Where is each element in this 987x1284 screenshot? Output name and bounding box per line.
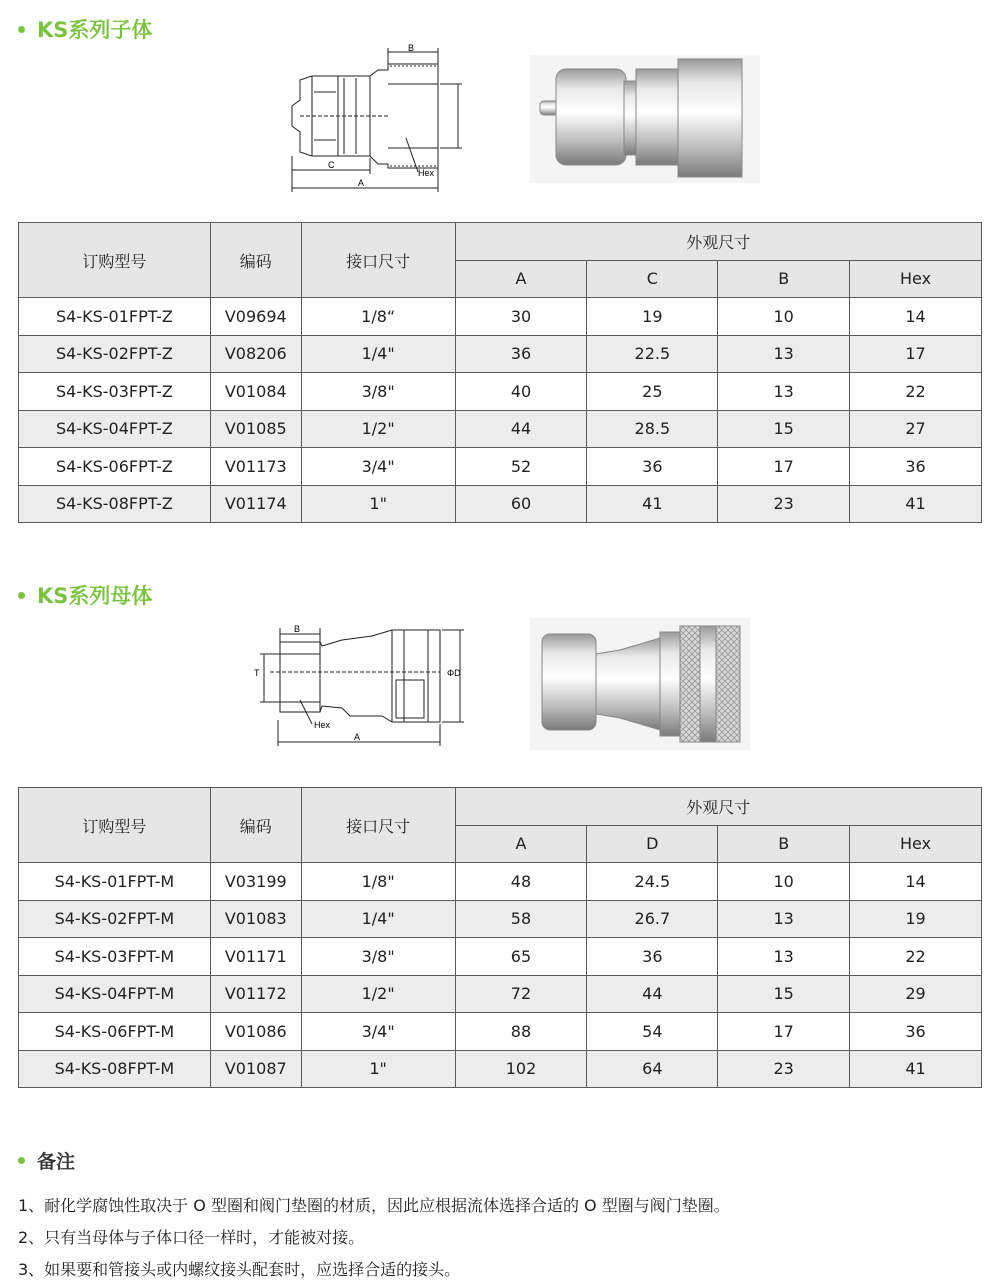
table-cell: 17 (850, 335, 982, 373)
table-cell: 52 (455, 448, 587, 486)
section2-title: KS系列母体 (18, 580, 152, 610)
table-row (19, 863, 982, 901)
table-cell: 14 (850, 298, 982, 336)
dim-hex-label: Hex (418, 168, 435, 178)
header-dim-a: A (455, 260, 587, 298)
dim-c-label: C (328, 160, 335, 170)
table-cell: S4-KS-08FPT-M (19, 1050, 211, 1088)
table-cell: S4-KS-03FPT-M (19, 938, 211, 976)
table-cell: 1/4" (301, 335, 455, 373)
table-row (19, 1050, 982, 1088)
table-cell: 48 (455, 863, 587, 901)
socket-technical-drawing (250, 620, 470, 750)
table-cell: 36 (850, 1013, 982, 1051)
header-model: 订购型号 (19, 223, 211, 298)
table-cell: 88 (455, 1013, 587, 1051)
table-cell: S4-KS-04FPT-M (19, 975, 211, 1013)
socket-spec-table (18, 787, 982, 1088)
table-row (19, 298, 982, 336)
dim-hex-label: Hex (314, 720, 331, 730)
table-cell: V01173 (210, 448, 301, 486)
table-cell: 41 (850, 485, 982, 523)
header-dim-hex: Hex (850, 825, 982, 863)
table-cell: 44 (455, 410, 587, 448)
header-dim-c: C (587, 260, 718, 298)
table-cell: 26.7 (587, 900, 718, 938)
table-cell: 3/8" (301, 938, 455, 976)
table-cell: 1/4" (301, 900, 455, 938)
table-cell: S4-KS-06FPT-Z (19, 448, 211, 486)
table-cell: 1" (301, 1050, 455, 1088)
table-cell: 27 (850, 410, 982, 448)
table-cell: V01087 (210, 1050, 301, 1088)
table-row (19, 410, 982, 448)
note-item: 2、只有当母体与子体口径一样时，才能被对接。 (18, 1228, 365, 1247)
table-cell: 102 (455, 1050, 587, 1088)
table-cell: S4-KS-01FPT-M (19, 863, 211, 901)
table-cell: V03199 (210, 863, 301, 901)
table-cell: S4-KS-02FPT-M (19, 900, 211, 938)
table-cell: 60 (455, 485, 587, 523)
table-cell: 1/2" (301, 975, 455, 1013)
table-cell: 64 (587, 1050, 718, 1088)
header-dim-a: A (455, 825, 587, 863)
table-row (19, 975, 982, 1013)
dim-b-label: B (294, 624, 301, 634)
table-cell: 25 (587, 373, 718, 411)
bullet-icon (18, 26, 25, 33)
socket-product-photo (530, 618, 750, 750)
table-cell: 3/8" (301, 373, 455, 411)
dim-d-label: ΦD (447, 668, 461, 678)
table-cell: 65 (455, 938, 587, 976)
dim-b-label: B (408, 44, 415, 53)
plug-spec-table (18, 222, 982, 523)
table-cell: 1" (301, 485, 455, 523)
table-cell: 23 (718, 485, 850, 523)
header-code: 编码 (210, 223, 301, 298)
table-cell: 13 (718, 373, 850, 411)
table-cell: S4-KS-01FPT-Z (19, 298, 211, 336)
table-cell: 15 (718, 975, 850, 1013)
header-dim-hex: Hex (850, 260, 982, 298)
table-cell: 15 (718, 410, 850, 448)
table-cell: 28.5 (587, 410, 718, 448)
table-cell: 36 (587, 448, 718, 486)
header-model: 订购型号 (19, 788, 211, 863)
table-cell: 13 (718, 335, 850, 373)
header-dims: 外观尺寸 (455, 788, 981, 826)
plug-technical-drawing (278, 44, 478, 196)
table-cell: S4-KS-06FPT-M (19, 1013, 211, 1051)
table-cell: V01084 (210, 373, 301, 411)
table-cell: S4-KS-02FPT-Z (19, 335, 211, 373)
table-cell: 22.5 (587, 335, 718, 373)
table-cell: V01171 (210, 938, 301, 976)
table-cell: V01086 (210, 1013, 301, 1051)
table-cell: 10 (718, 863, 850, 901)
table-cell: 17 (718, 1013, 850, 1051)
bullet-icon (18, 592, 25, 599)
table-cell: V01172 (210, 975, 301, 1013)
header-dim-d: D (587, 825, 718, 863)
table-cell: 19 (587, 298, 718, 336)
table-cell: 14 (850, 863, 982, 901)
table-cell: 44 (587, 975, 718, 1013)
table-row (19, 1013, 982, 1051)
table-cell: 22 (850, 938, 982, 976)
table-cell: 29 (850, 975, 982, 1013)
notes-title: 备注 (18, 1147, 75, 1174)
dim-a-label: A (354, 732, 361, 742)
table-cell: 17 (718, 448, 850, 486)
header-code: 编码 (210, 788, 301, 863)
plug-product-photo (530, 55, 760, 183)
table-cell: 13 (718, 900, 850, 938)
table-cell: V01174 (210, 485, 301, 523)
table-cell: S4-KS-03FPT-Z (19, 373, 211, 411)
table-row (19, 335, 982, 373)
table-cell: 58 (455, 900, 587, 938)
table-cell: 1/2" (301, 410, 455, 448)
table-cell: 3/4" (301, 448, 455, 486)
bullet-icon (18, 1157, 25, 1164)
header-dim-b: B (718, 260, 850, 298)
table-cell: 36 (850, 448, 982, 486)
table-cell: S4-KS-04FPT-Z (19, 410, 211, 448)
table-cell: 22 (850, 373, 982, 411)
table-row (19, 900, 982, 938)
table-cell: 13 (718, 938, 850, 976)
dim-t-label: T (254, 668, 260, 678)
section1-title: KS系列子体 (18, 14, 152, 44)
table-cell: 24.5 (587, 863, 718, 901)
notes-list (18, 1190, 730, 1284)
header-dim-b: B (718, 825, 850, 863)
table-cell: 23 (718, 1050, 850, 1088)
table-cell: 54 (587, 1013, 718, 1051)
table-cell: 41 (850, 1050, 982, 1088)
table-cell: V08206 (210, 335, 301, 373)
note-item: 1、耐化学腐蚀性取决于 O 型圈和阀门垫圈的材质，因此应根据流体选择合适的 O 型圈与阀门垫圈。 (18, 1196, 730, 1215)
table-cell: 30 (455, 298, 587, 336)
table-cell: V01083 (210, 900, 301, 938)
table-cell: 41 (587, 485, 718, 523)
table-cell: 1/8“ (301, 298, 455, 336)
table-cell: V09694 (210, 298, 301, 336)
table-row (19, 485, 982, 523)
table-cell: 36 (455, 335, 587, 373)
table-cell: 10 (718, 298, 850, 336)
table-cell: 1/8" (301, 863, 455, 901)
table-cell: 36 (587, 938, 718, 976)
table-row (19, 448, 982, 486)
table-cell: V01085 (210, 410, 301, 448)
table-cell: S4-KS-08FPT-Z (19, 485, 211, 523)
table-cell: 3/4" (301, 1013, 455, 1051)
note-item: 3、如果要和管接头或内螺纹接头配套时，应选择合适的接头。 (18, 1260, 461, 1279)
table-row (19, 938, 982, 976)
table-cell: 40 (455, 373, 587, 411)
dim-a-label: A (358, 178, 365, 188)
header-size: 接口尺寸 (301, 788, 455, 863)
header-dims: 外观尺寸 (455, 223, 981, 261)
table-row (19, 373, 982, 411)
table-cell: 19 (850, 900, 982, 938)
table-cell: 72 (455, 975, 587, 1013)
header-size: 接口尺寸 (301, 223, 455, 298)
